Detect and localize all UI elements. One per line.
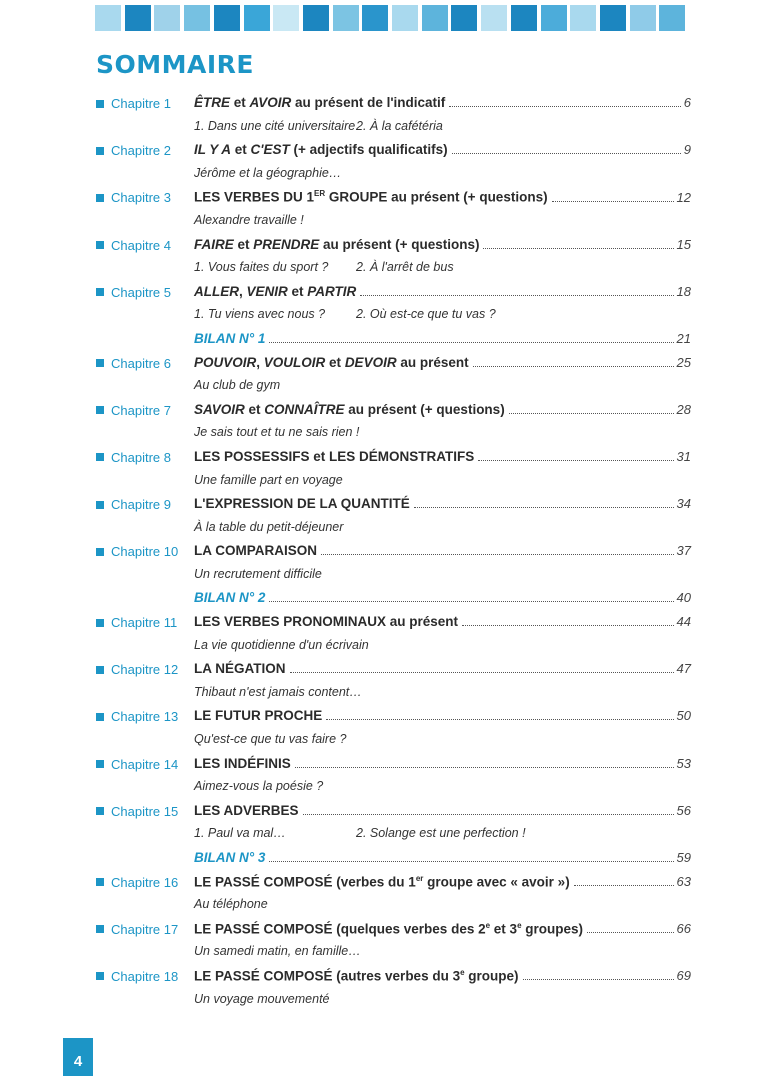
chapter-label: [96, 662, 178, 677]
chapter-subtitle: 2. Solange est une perfection !: [356, 826, 526, 841]
dot-leader: [360, 294, 673, 296]
band-square: [481, 5, 507, 31]
title-fragment: au présent (+ questions): [344, 401, 505, 417]
chapter-label: [96, 615, 177, 630]
title-fragment: LE PASSÉ COMPOSÉ (autres verbes du 3: [194, 968, 461, 984]
toc-bilan-row[interactable]: [0, 847, 761, 871]
chapter-number: Chapitre 15: [111, 803, 179, 819]
chapter-subtitle: Jérôme et la géographie…: [194, 165, 342, 180]
toc-subtitle-row: [0, 941, 761, 965]
toc-chapter-row[interactable]: [0, 234, 761, 258]
title-fragment: ,: [256, 354, 264, 370]
square-bullet-icon: [96, 501, 104, 509]
title-fragment: LE PASSÉ COMPOSÉ (verbes du 1: [194, 874, 416, 890]
chapter-title: [194, 355, 469, 370]
title-fragment: VENIR: [246, 283, 288, 299]
square-bullet-icon: [96, 548, 104, 556]
toc-subtitle-row: [0, 729, 761, 753]
square-bullet-icon: [96, 241, 104, 249]
dot-leader: [269, 860, 673, 862]
title-fragment: LE PASSÉ COMPOSÉ (quelques verbes des 2: [194, 921, 486, 937]
square-bullet-icon: [96, 713, 104, 721]
page-ref: 28: [676, 401, 691, 417]
toc-chapter-row[interactable]: [0, 753, 761, 777]
title-fragment: IL Y A: [194, 142, 232, 158]
title-fragment: ÊTRE: [194, 95, 231, 110]
chapter-subtitle: Aimez-vous la poésie ?: [194, 779, 324, 794]
decorative-square-band: [95, 5, 685, 31]
band-square: [362, 5, 388, 31]
toc-chapter-row[interactable]: [0, 705, 761, 729]
chapter-label: [96, 544, 178, 559]
chapter-title: [194, 496, 410, 511]
dot-leader: [449, 105, 680, 107]
toc-chapter-row[interactable]: [0, 540, 761, 564]
chapter-number: Chapitre 10: [111, 544, 179, 560]
title-fragment: groupe avec « avoir »): [423, 874, 570, 890]
square-bullet-icon: [96, 807, 104, 815]
title-fragment: BILAN N° 3: [194, 850, 266, 865]
chapter-label: [96, 969, 178, 984]
title-fragment: FAIRE: [194, 236, 234, 252]
chapter-number: Chapitre 17: [111, 921, 179, 937]
page-ref: 9: [683, 142, 691, 158]
dot-leader: [290, 671, 674, 673]
toc-subtitle-row: [0, 257, 761, 281]
page-ref: 37: [676, 543, 691, 559]
square-bullet-icon: [96, 194, 104, 202]
title-fragment: VOULOIR: [263, 354, 326, 370]
page-ref: 63: [676, 874, 691, 890]
chapter-number: Chapitre 14: [111, 756, 179, 772]
page-number: 4: [73, 1053, 83, 1070]
title-fragment: au présent: [396, 354, 469, 370]
chapter-label: [96, 922, 178, 937]
title-fragment: C'EST: [250, 142, 290, 158]
chapter-number: Chapitre 12: [111, 662, 179, 678]
chapter-label: [96, 285, 171, 300]
toc-bilan-row[interactable]: [0, 587, 761, 611]
page-ref: 34: [676, 496, 691, 512]
title-fragment: ER: [314, 189, 326, 199]
chapter-number: Chapitre 11: [111, 615, 178, 631]
chapter-label: [96, 709, 178, 724]
chapter-subtitle: Thibaut n'est jamais content…: [194, 684, 362, 699]
chapter-label: [96, 757, 178, 772]
toc-chapter-row[interactable]: [0, 611, 761, 635]
band-square: [244, 5, 270, 31]
title-fragment: groupe): [464, 968, 519, 984]
square-bullet-icon: [96, 147, 104, 155]
title-fragment: et: [325, 354, 345, 370]
chapter-number: Chapitre 13: [111, 709, 179, 725]
band-square: [392, 5, 418, 31]
band-square: [303, 5, 329, 31]
title-fragment: et: [231, 142, 251, 158]
chapter-subtitle: Je sais tout et tu ne sais rien !: [194, 425, 360, 440]
band-square: [511, 5, 537, 31]
chapter-label: [96, 804, 178, 819]
chapter-label: [96, 190, 171, 205]
page-ref: 12: [676, 189, 691, 205]
chapter-subtitle: 2. À l'arrêt de bus: [356, 260, 454, 275]
chapter-title: [194, 874, 570, 890]
dot-leader: [462, 624, 673, 626]
title-fragment: (+ adjectifs qualificatifs): [289, 142, 448, 158]
square-bullet-icon: [96, 878, 104, 886]
title-fragment: e: [485, 920, 491, 930]
chapter-title: [194, 237, 479, 252]
page-ref: 66: [676, 921, 691, 937]
toc-chapter-row[interactable]: [0, 399, 761, 423]
page-ref: 59: [676, 850, 691, 865]
chapter-number: Chapitre 4: [111, 237, 171, 253]
title-fragment: BILAN N° 1: [194, 330, 266, 346]
toc-chapter-row[interactable]: [0, 493, 761, 517]
chapter-subtitle: Alexandre travaille !: [194, 212, 304, 227]
title-fragment: e: [460, 967, 465, 977]
toc-chapter-row[interactable]: [0, 186, 761, 210]
title-fragment: et: [244, 401, 265, 417]
dot-leader: [269, 341, 673, 343]
dot-leader: [326, 718, 673, 720]
title-fragment: LES ADVERBES: [194, 802, 299, 818]
band-square: [125, 5, 151, 31]
toc-subtitle-row: [0, 163, 761, 187]
title-fragment: POUVOIR: [194, 354, 257, 370]
chapter-subtitle: Un voyage mouvementé: [194, 991, 330, 1006]
band-square: [630, 5, 656, 31]
title-fragment: PRENDRE: [253, 236, 320, 252]
title-fragment: et: [230, 95, 250, 110]
chapter-title: [194, 284, 356, 299]
dot-leader: [574, 884, 674, 886]
bilan-title: [194, 331, 265, 346]
band-square: [422, 5, 448, 31]
band-square: [451, 5, 477, 31]
chapter-subtitle: 1. Tu viens avec nous ?: [194, 307, 326, 322]
square-bullet-icon: [96, 359, 104, 367]
dot-leader: [295, 766, 674, 768]
title-fragment: BILAN N° 2: [194, 590, 266, 606]
page-ref: 6: [683, 95, 691, 110]
page-ref: 25: [676, 354, 691, 370]
chapter-number: Chapitre 2: [111, 143, 171, 159]
toc-subtitle-row: [0, 304, 761, 328]
chapter-label: [96, 450, 171, 465]
title-fragment: CONNAÎTRE: [264, 401, 345, 417]
page-ref: 53: [676, 755, 691, 771]
title-fragment: ALLER: [194, 283, 239, 299]
square-bullet-icon: [96, 619, 104, 627]
dot-leader: [473, 365, 674, 367]
title-fragment: e: [517, 920, 522, 930]
square-bullet-icon: [96, 972, 104, 980]
toc-chapter-row[interactable]: [0, 800, 761, 824]
toc-chapter-row[interactable]: [0, 658, 761, 682]
band-square: [214, 5, 240, 31]
toc-subtitle-row: [0, 375, 761, 399]
title-fragment: DEVOIR: [344, 354, 397, 370]
toc-chapter-row[interactable]: [0, 352, 761, 376]
chapter-subtitle: 1. Paul va mal…: [194, 826, 286, 841]
chapter-number: Chapitre 16: [111, 874, 179, 890]
chapter-label: [96, 497, 171, 512]
chapter-subtitle: 1. Vous faites du sport ?: [194, 260, 329, 275]
title-fragment: ,: [239, 283, 247, 299]
band-square: [570, 5, 596, 31]
dot-leader: [509, 412, 674, 414]
chapter-number: Chapitre 18: [111, 968, 179, 984]
title-fragment: groupes): [521, 921, 584, 937]
toc-chapter-row[interactable]: [0, 92, 761, 116]
page-ref: 15: [676, 236, 691, 252]
title-fragment: au présent de l'indicatif: [291, 95, 446, 110]
chapter-subtitle: À la table du petit-déjeuner: [194, 519, 344, 534]
page-ref: 50: [676, 708, 691, 724]
chapter-title: [194, 921, 583, 937]
page-ref: 47: [676, 661, 691, 677]
title-fragment: SAVOIR: [194, 401, 245, 417]
page-ref: 21: [676, 330, 691, 346]
chapter-label: [96, 356, 171, 371]
toc-bilan-row[interactable]: [0, 328, 761, 352]
page-ref: 31: [676, 448, 691, 464]
dot-leader: [478, 459, 673, 461]
toc-chapter-row[interactable]: [0, 281, 761, 305]
square-bullet-icon: [96, 666, 104, 674]
chapter-title: [194, 803, 299, 818]
toc-subtitle-row: [0, 564, 761, 588]
dot-leader: [269, 600, 673, 602]
dot-leader: [552, 200, 674, 202]
toc-subtitle-row: [0, 470, 761, 494]
chapter-subtitle: 2. À la cafétéria: [356, 118, 443, 133]
title-fragment: et: [233, 236, 254, 252]
dot-leader: [587, 931, 674, 933]
band-square: [541, 5, 567, 31]
chapter-title: [194, 708, 322, 723]
toc-subtitle-row: [0, 776, 761, 800]
chapter-subtitle: Un samedi matin, en famille…: [194, 944, 361, 959]
toc-subtitle-row: [0, 116, 761, 140]
title-fragment: AVOIR: [249, 95, 292, 110]
square-bullet-icon: [96, 453, 104, 461]
chapter-subtitle: Un recrutement difficile: [194, 566, 322, 581]
title-fragment: LES VERBES DU 1: [194, 189, 315, 205]
chapter-number: Chapitre 3: [111, 190, 171, 206]
toc-subtitle-row: [0, 894, 761, 918]
title-fragment: LA COMPARAISON: [194, 543, 317, 559]
chapter-title: [194, 661, 286, 676]
bilan-title: [194, 590, 265, 605]
square-bullet-icon: [96, 760, 104, 768]
dot-leader: [414, 506, 674, 508]
square-bullet-icon: [96, 288, 104, 296]
chapter-subtitle: Une famille part en voyage: [194, 472, 343, 487]
title-fragment: LA NÉGATION: [194, 661, 286, 677]
title-fragment: LES INDÉFINIS: [194, 755, 291, 771]
title-fragment: GROUPE au présent (+ questions): [325, 189, 548, 205]
dot-leader: [452, 152, 681, 154]
chapter-subtitle: 2. Où est-ce que tu vas ?: [356, 307, 496, 322]
chapter-label: [96, 875, 178, 890]
chapter-subtitle: Qu'est-ce que tu vas faire ?: [194, 732, 347, 747]
page-ref: 40: [676, 590, 691, 606]
title-fragment: au présent (+ questions): [319, 236, 480, 252]
chapter-title: [194, 189, 548, 205]
title-fragment: et: [287, 283, 308, 299]
chapter-number: Chapitre 1: [111, 96, 171, 111]
square-bullet-icon: [96, 100, 104, 108]
chapter-title: [194, 968, 519, 984]
title-fragment: et 3: [490, 921, 518, 937]
toc-chapter-row[interactable]: [0, 446, 761, 470]
title-fragment: LES VERBES PRONOMINAUX au présent: [194, 614, 459, 630]
title-fragment: L'EXPRESSION DE LA QUANTITÉ: [194, 496, 410, 512]
toc-chapter-row[interactable]: [0, 965, 761, 989]
bilan-title: [194, 850, 265, 865]
dot-leader: [523, 978, 674, 980]
chapter-label: [96, 238, 171, 253]
chapter-number: Chapitre 7: [111, 402, 171, 418]
dot-leader: [483, 247, 673, 249]
toc-subtitle-row: [0, 635, 761, 659]
band-square: [273, 5, 299, 31]
chapter-subtitle: Au club de gym: [194, 378, 281, 393]
chapter-title: [194, 142, 448, 157]
dot-leader: [321, 553, 674, 555]
band-square: [184, 5, 210, 31]
chapter-subtitle: Au téléphone: [194, 897, 268, 912]
toc-subtitle-row: [0, 210, 761, 234]
band-square: [154, 5, 180, 31]
dot-leader: [303, 813, 674, 815]
toc-subtitle-row: [0, 989, 761, 1013]
chapter-title: [194, 449, 474, 464]
chapter-title: [194, 756, 291, 771]
table-of-contents: [0, 92, 761, 1012]
toc-subtitle-row: [0, 823, 761, 847]
title-fragment: LE FUTUR PROCHE: [194, 708, 323, 724]
chapter-title: [194, 543, 317, 558]
chapter-number: Chapitre 5: [111, 284, 171, 300]
square-bullet-icon: [96, 925, 104, 933]
chapter-subtitle: 1. Dans une cité universitaire: [194, 118, 356, 133]
page-number-badge: [63, 1038, 93, 1076]
chapter-subtitle: La vie quotidienne d'un écrivain: [194, 637, 369, 652]
title-fragment: LES POSSESSIFS et LES DÉMONSTRATIFS: [194, 448, 475, 464]
title-fragment: er: [415, 873, 424, 883]
chapter-label: [96, 403, 171, 418]
chapter-title: [194, 95, 445, 110]
page-ref: 44: [676, 614, 691, 630]
chapter-number: Chapitre 6: [111, 355, 171, 371]
square-bullet-icon: [96, 406, 104, 414]
chapter-label: [96, 143, 171, 158]
chapter-number: Chapitre 9: [111, 497, 171, 513]
band-square: [600, 5, 626, 31]
toc-subtitle-row: [0, 517, 761, 541]
chapter-title: [194, 402, 505, 417]
page-ref: 56: [676, 802, 691, 818]
chapter-label: [96, 96, 171, 111]
band-square: [95, 5, 121, 31]
toc-subtitle-row: [0, 682, 761, 706]
title-fragment: PARTIR: [307, 283, 357, 299]
toc-chapter-row[interactable]: [0, 139, 761, 163]
page-title: SOMMAIRE: [96, 50, 254, 79]
page-ref: 69: [676, 968, 691, 984]
chapter-title: [194, 614, 458, 629]
toc-chapter-row[interactable]: [0, 918, 761, 942]
band-square: [659, 5, 685, 31]
page-ref: 18: [676, 283, 691, 299]
toc-subtitle-row: [0, 422, 761, 446]
band-square: [333, 5, 359, 31]
chapter-number: Chapitre 8: [111, 449, 171, 465]
toc-chapter-row[interactable]: [0, 871, 761, 895]
